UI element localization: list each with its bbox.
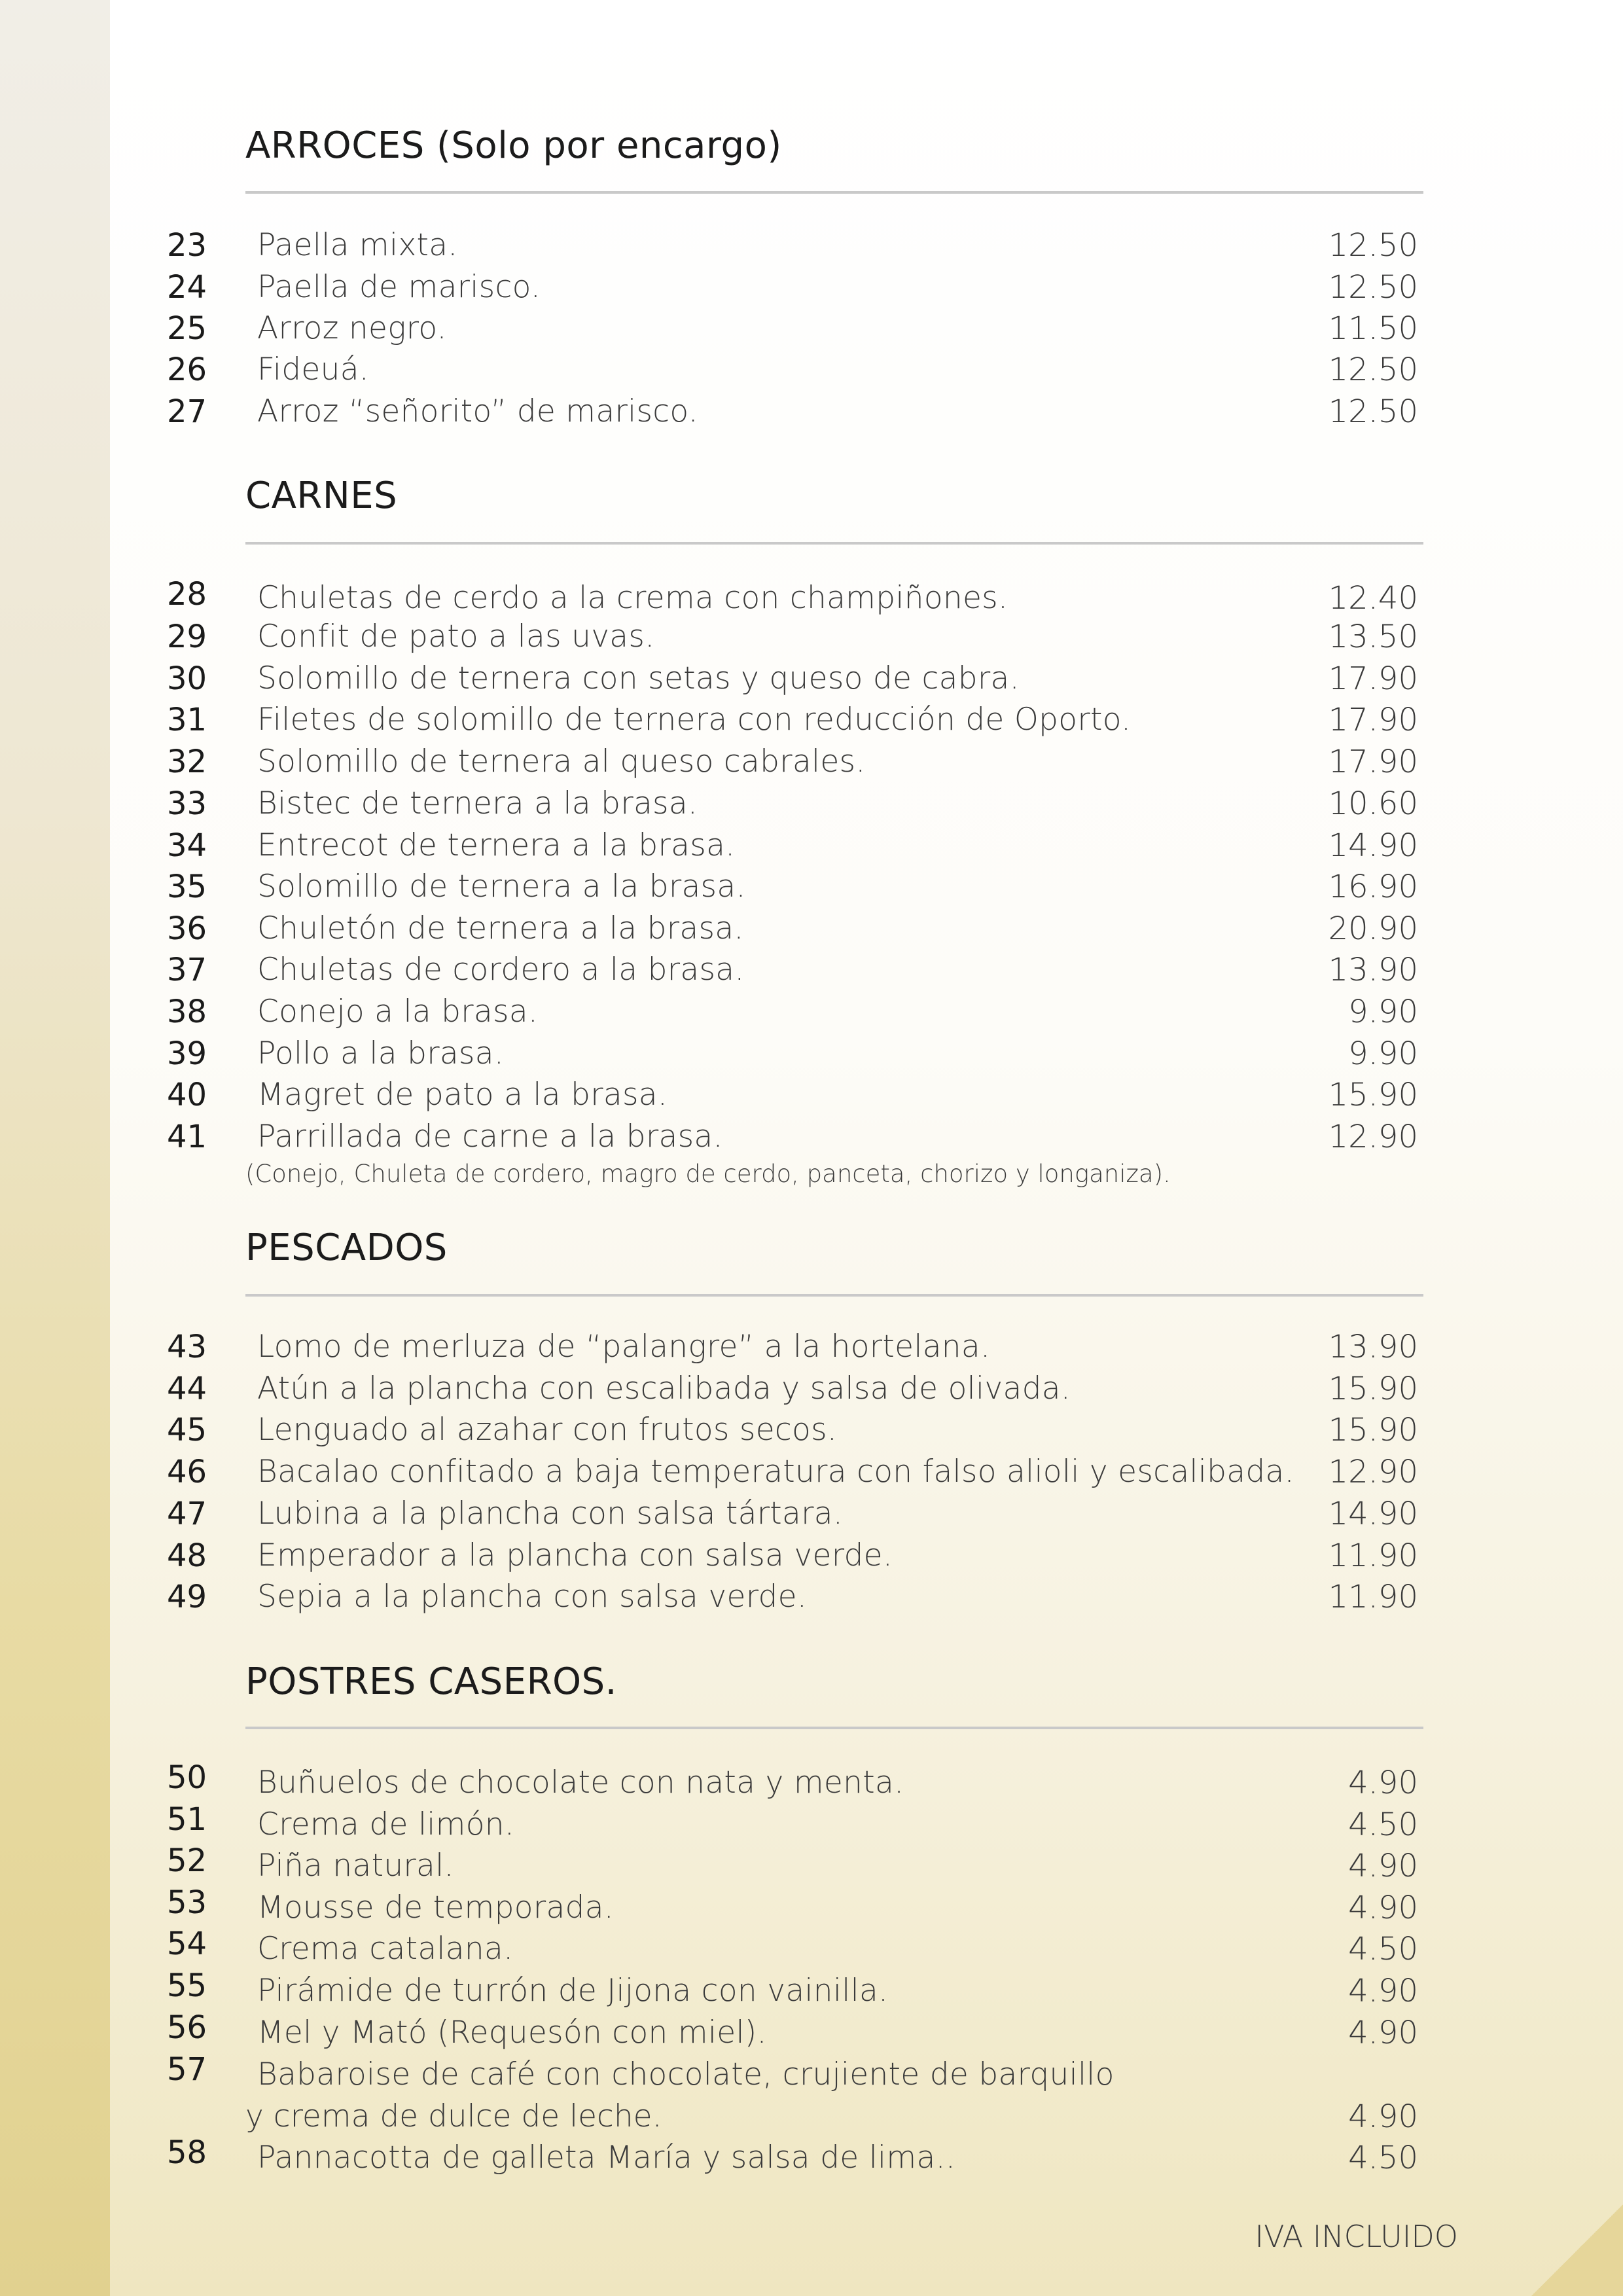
item-name: Entrecot de ternera a la brasa. — [257, 827, 736, 863]
item-name: Pannacotta de galleta María y salsa de lima.. — [257, 2140, 956, 2176]
item-number: 37 — [167, 952, 207, 988]
item-price: 15.90 — [1328, 1077, 1418, 1113]
menu-item — [0, 1965, 1623, 2007]
item-name: Filetes de solomillo de ternera con reducción de Oporto. — [257, 702, 1132, 738]
item-number: 45 — [167, 1412, 207, 1448]
item-number: 55 — [167, 1967, 207, 2004]
item-price: 12.50 — [1328, 393, 1418, 430]
item-number: 31 — [167, 702, 207, 738]
menu-item — [0, 1326, 1623, 1368]
menu-item — [0, 991, 1623, 1033]
item-name: Lomo de merluza de “palangre” a la hortelana. — [257, 1329, 991, 1365]
item-price: 4.90 — [1348, 2098, 1418, 2135]
item-price: 14.90 — [1328, 1496, 1418, 1532]
item-price: 10.60 — [1328, 785, 1418, 822]
item-price: 20.90 — [1328, 910, 1418, 947]
menu-item-continuation — [0, 2090, 1623, 2135]
item-price: 12.40 — [1328, 580, 1418, 617]
item-number: 36 — [167, 910, 207, 947]
item-name: Atún a la plancha con escalibada y salsa de olivada. — [257, 1371, 1071, 1407]
section-divider — [245, 1294, 1423, 1297]
menu-item — [0, 908, 1623, 950]
item-number: 34 — [167, 827, 207, 864]
item-name: Emperador a la plancha con salsa verde. — [257, 1537, 893, 1573]
item-number: 56 — [167, 2009, 207, 2046]
item-name: Solomillo de ternera al queso cabrales. — [257, 744, 866, 780]
item-number: 57 — [167, 2051, 207, 2088]
section-title-pescados: PESCADOS — [245, 1227, 448, 1269]
item-number: 38 — [167, 994, 207, 1030]
menu-item — [0, 2049, 1623, 2090]
item-price: 11.50 — [1328, 310, 1418, 347]
item-price: 11.90 — [1328, 1537, 1418, 1574]
item-price: 12.90 — [1328, 1119, 1418, 1155]
section-divider — [245, 1727, 1423, 1729]
menu-item — [0, 783, 1623, 825]
menu-item — [0, 658, 1623, 700]
item-number: 32 — [167, 744, 207, 780]
item-number: 52 — [167, 1842, 207, 1879]
menu-item — [0, 266, 1623, 308]
item-name: Solomillo de ternera con setas y queso de cabra. — [257, 660, 1020, 696]
item-number: 50 — [167, 1759, 207, 1796]
item-name: Pollo a la brasa. — [257, 1035, 505, 1071]
item-price: 13.90 — [1328, 1329, 1418, 1365]
menu-item — [0, 1033, 1623, 1075]
item-number: 41 — [167, 1119, 207, 1155]
menu-item — [0, 1882, 1623, 1924]
section-divider — [245, 542, 1423, 545]
item-price: 12.50 — [1328, 269, 1418, 306]
item-name: Pirámide de turrón de Jijona con vainilla. — [257, 1973, 889, 2009]
item-name: Magret de pato a la brasa. — [257, 1077, 668, 1113]
item-price: 4.90 — [1348, 1973, 1418, 2009]
item-number: 24 — [167, 269, 207, 306]
item-number: 44 — [167, 1371, 207, 1407]
section-title-carnes: CARNES — [245, 475, 398, 517]
menu-item — [0, 741, 1623, 783]
item-price: 12.50 — [1328, 227, 1418, 264]
item-name: Sepia a la plancha con salsa verde. — [257, 1579, 808, 1615]
item-price: 17.90 — [1328, 660, 1418, 697]
item-price: 4.90 — [1348, 1765, 1418, 1801]
item-name: Mel y Mató (Requesón con miel). — [257, 2015, 767, 2051]
item-price: 4.90 — [1348, 1848, 1418, 1884]
menu-item — [0, 825, 1623, 867]
menu-item — [0, 949, 1623, 991]
item-price: 17.90 — [1328, 744, 1418, 780]
tax-included-label: IVA INCLUIDO — [1255, 2219, 1458, 2254]
menu-item — [0, 1757, 1623, 1799]
menu-item — [0, 1799, 1623, 1843]
item-note: (Conejo, Chuleta de cordero, magro de cerdo, panceta, chorizo y longaniza). — [245, 1160, 1171, 1188]
section-divider — [245, 191, 1423, 194]
menu-item — [0, 1074, 1623, 1116]
menu-item — [0, 573, 1623, 615]
item-number: 30 — [167, 660, 207, 697]
menu-item — [0, 1923, 1623, 1965]
item-price: 13.50 — [1328, 619, 1418, 655]
menu-item — [0, 1535, 1623, 1577]
item-number: 27 — [167, 393, 207, 430]
item-name-continuation: y crema de dulce de leche. — [245, 2098, 662, 2134]
item-name: Fideuá. — [257, 351, 370, 387]
menu-item — [0, 2007, 1623, 2049]
item-name: Confit de pato a las uvas. — [257, 619, 655, 655]
item-price: 17.90 — [1328, 702, 1418, 738]
item-number: 58 — [167, 2134, 207, 2171]
item-name: Arroz “señorito” de marisco. — [257, 393, 698, 429]
item-number: 51 — [167, 1801, 207, 1838]
item-price: 16.90 — [1328, 869, 1418, 905]
item-price: 4.50 — [1348, 1931, 1418, 1967]
item-name: Lenguado al azahar con frutos secos. — [257, 1412, 838, 1448]
item-price: 12.90 — [1328, 1454, 1418, 1490]
item-name: Parrillada de carne a la brasa. — [257, 1119, 723, 1155]
item-price: 4.90 — [1348, 1890, 1418, 1926]
item-name: Conejo a la brasa. — [257, 994, 539, 1030]
item-name: Solomillo de ternera a la brasa. — [257, 869, 746, 905]
item-number: 25 — [167, 310, 207, 347]
item-name: Bacalao confitado a baja temperatura con falso alioli y escalibada. — [257, 1454, 1294, 1490]
item-price: 9.90 — [1348, 1035, 1418, 1072]
menu-item — [0, 391, 1623, 433]
item-number: 33 — [167, 785, 207, 822]
section-title-arroces: ARROCES (Solo por encargo) — [245, 124, 782, 167]
item-number: 54 — [167, 1926, 207, 1962]
item-price: 9.90 — [1348, 994, 1418, 1030]
item-number: 49 — [167, 1579, 207, 1615]
menu-item — [0, 866, 1623, 908]
item-price: 11.90 — [1328, 1579, 1418, 1615]
item-price: 4.90 — [1348, 2015, 1418, 2051]
item-name: Bistec de ternera a la brasa. — [257, 785, 698, 821]
item-price: 13.90 — [1328, 952, 1418, 988]
item-name: Crema catalana. — [257, 1931, 514, 1967]
menu-item — [0, 1368, 1623, 1410]
item-number: 29 — [167, 619, 207, 655]
menu-item — [0, 224, 1623, 266]
menu-item — [0, 616, 1623, 658]
item-price: 4.50 — [1348, 2140, 1418, 2176]
item-number: 39 — [167, 1035, 207, 1072]
item-number: 46 — [167, 1454, 207, 1490]
item-name: Paella mixta. — [257, 227, 458, 263]
menu-item — [0, 1116, 1623, 1158]
item-number: 35 — [167, 869, 207, 905]
item-price: 14.90 — [1328, 827, 1418, 864]
item-price: 15.90 — [1328, 1412, 1418, 1448]
menu-item — [0, 1493, 1623, 1535]
item-name: Piña natural. — [257, 1848, 454, 1884]
item-number: 48 — [167, 1537, 207, 1574]
item-price: 12.50 — [1328, 351, 1418, 388]
item-name: Paella de marisco. — [257, 269, 541, 305]
item-number: 28 — [167, 576, 207, 613]
item-name: Arroz negro. — [257, 310, 447, 346]
item-number: 47 — [167, 1496, 207, 1532]
item-name: Chuletas de cordero a la brasa. — [257, 952, 745, 988]
item-number: 43 — [167, 1329, 207, 1365]
menu-item — [0, 2132, 1623, 2174]
item-name: Chuletón de ternera a la brasa. — [257, 910, 744, 946]
menu-item — [0, 1840, 1623, 1882]
menu-item — [0, 699, 1623, 741]
menu-item — [0, 1576, 1623, 1618]
section-title-postres: POSTRES CASEROS. — [245, 1660, 617, 1703]
menu-item — [0, 1409, 1623, 1451]
item-name: Buñuelos de chocolate con nata y menta. — [257, 1765, 904, 1801]
menu-item — [0, 349, 1623, 391]
item-name: Babaroise de café con chocolate, crujiente de barquillo — [257, 2056, 1115, 2092]
item-number: 53 — [167, 1884, 207, 1921]
item-name: Lubina a la plancha con salsa tártara. — [257, 1496, 844, 1532]
item-price: 4.50 — [1348, 1806, 1418, 1843]
item-price: 15.90 — [1328, 1371, 1418, 1407]
item-name: Crema de limón. — [257, 1806, 515, 1842]
item-number: 26 — [167, 351, 207, 388]
item-name: Mousse de temporada. — [257, 1890, 615, 1926]
item-number: 23 — [167, 227, 207, 264]
item-number: 40 — [167, 1077, 207, 1113]
item-name: Chuletas de cerdo a la crema con champiñones. — [257, 580, 1008, 616]
menu-item — [0, 1451, 1623, 1493]
decorative-corner — [1531, 2204, 1623, 2296]
menu-item — [0, 308, 1623, 350]
